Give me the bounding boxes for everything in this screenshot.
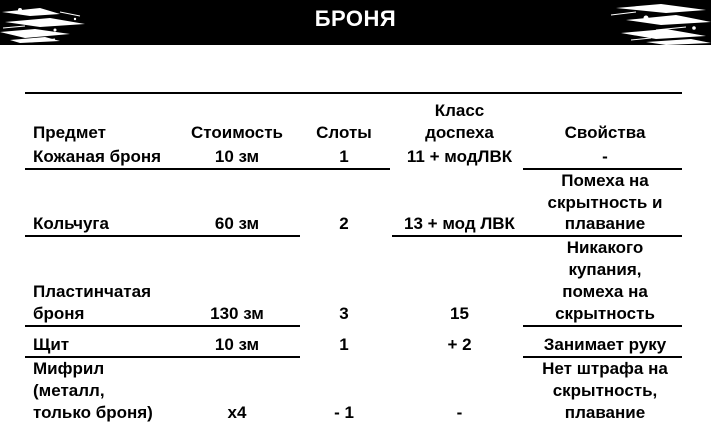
cell-item: Кольчуга: [33, 214, 109, 233]
cell-item: Щит: [33, 335, 70, 354]
cell-item-line: (металл,: [33, 381, 105, 400]
cell-cost: 130 зм: [210, 304, 264, 323]
cell-slots: - 1: [334, 403, 354, 422]
cell-properties-line: скрытность: [555, 304, 655, 323]
cell-slots: 3: [339, 304, 349, 323]
cell-properties-line: Помеха на: [561, 171, 649, 190]
row-divider: [523, 325, 682, 327]
cell-properties-line: Нет штрафа на: [542, 359, 668, 378]
header-armor-class-line1: Класс: [434, 101, 485, 120]
cell-cost: 10 зм: [214, 147, 260, 166]
header-properties: Свойства: [564, 123, 646, 142]
header-item: Предмет: [33, 123, 106, 142]
cell-armor-class: 13 + мод ЛВК: [404, 214, 515, 233]
cell-properties-line: скрытность и: [547, 193, 663, 212]
table-top-border: [25, 92, 682, 94]
row-divider: [25, 235, 300, 237]
header-slots: Слоты: [316, 123, 372, 142]
header-armor-class-line2: доспеха: [425, 123, 494, 142]
cell-item-line: Мифрил: [33, 359, 105, 378]
cell-properties: Занимает руку: [543, 335, 667, 354]
cell-item-line: Пластинчатая: [33, 282, 151, 301]
cell-armor-class: + 2: [447, 335, 472, 354]
cell-properties-line: Никакого: [566, 238, 644, 257]
cell-item-line: броня: [33, 304, 85, 323]
cell-cost: 60 зм: [214, 214, 260, 233]
cell-properties-line: купания,: [568, 260, 642, 279]
grunge-decoration-right: [606, 0, 711, 45]
cell-armor-class: 15: [450, 304, 469, 323]
page-title: БРОНЯ: [314, 6, 397, 31]
row-divider: [25, 325, 300, 327]
cell-properties-line: плавание: [564, 403, 646, 422]
row-divider: [25, 168, 390, 170]
cell-properties: -: [602, 147, 608, 166]
cell-armor-class: 11 + модЛВК: [406, 147, 513, 166]
cell-properties-line: помеха на: [562, 282, 648, 301]
title-banner: [0, 0, 711, 45]
cell-cost: 10 зм: [214, 335, 260, 354]
cell-slots: 2: [339, 214, 349, 233]
cell-slots: 1: [339, 147, 349, 166]
header-cost: Стоимость: [191, 123, 283, 142]
cell-armor-class: -: [456, 403, 463, 422]
cell-properties-line: скрытность,: [552, 381, 658, 400]
cell-item: Кожаная броня: [33, 147, 162, 166]
cell-item-line: только броня): [33, 403, 153, 422]
cell-slots: 1: [339, 335, 349, 354]
cell-cost: x4: [227, 403, 247, 422]
cell-properties-line: плавание: [564, 214, 646, 233]
